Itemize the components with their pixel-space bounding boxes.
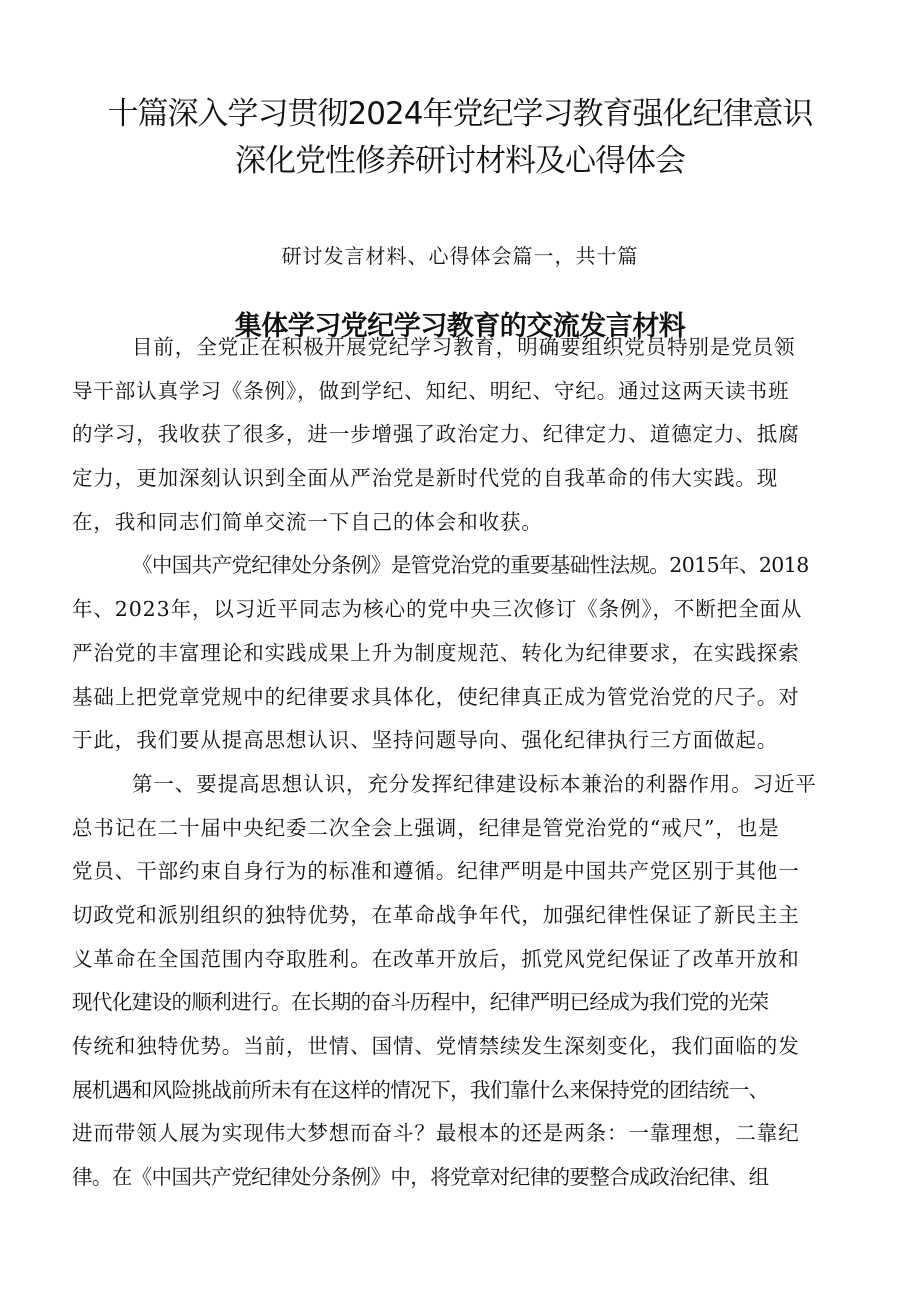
text-line: 义革命在全国范围内夺取胜利。在改革开放后，抓党风党纪保证了改革开放和	[72, 946, 800, 971]
body-text	[72, 326, 862, 1200]
text-line: 的学习，我收获了很多，进一步增强了政治定力、纪律定力、道德定力、抵腐	[72, 422, 800, 447]
text-line: 年、2023年，以习近平同志为核心的党中央三次修订《条例》，不断把全面从	[72, 597, 803, 622]
text-line: 基础上把党章党规中的纪律要求具体化，使纪律真正成为管党治党的尺子。对	[72, 684, 800, 709]
text-line: 切政党和派别组织的独特优势，在革命战争年代，加强纪律性保证了新民主主	[72, 902, 800, 927]
text-line: 进而带领人展为实现伟大梦想而奋斗？最根本的还是两条：一靠理想，二靠纪	[72, 1121, 800, 1146]
text-line: 在，我和同志们简单交流一下自己的体会和收获。	[72, 509, 543, 534]
document-subtitle: 研讨发言材料、心得体会篇一，共十篇	[281, 244, 639, 268]
text-line: 目前，全党正在积极开展党纪学习教育，明确要组织党员特别是党员领	[132, 335, 796, 359]
text-line: 律。在《中国共产党纪律处分条例》中，将党章对纪律的要整合成政治纪律、组	[72, 1165, 769, 1190]
text-line: 展机遇和风险挑战前所未有在这样的情况下，我们靠什么来保持党的团结统一、	[72, 1077, 769, 1102]
text-line: 严治党的丰富理论和实践成果上升为制度规范、转化为纪律要求，在实践探索	[72, 640, 800, 665]
section-title: 集体学习党纪学习教育的交流发言材料	[234, 311, 686, 343]
text-line: 第一、要提高思想认识，充分发挥纪律建设标本兼治的利器作用。习近平	[132, 771, 817, 796]
text-line: 传统和独特优势。当前，世情、国情、党情禁续发生深刻变化，我们面临的发	[72, 1034, 800, 1058]
text-line: 定力，更加深刻认识到全面从严治党是新时代党的自我革命的伟大实践。现	[72, 466, 779, 491]
text-line: 现代化建设的顺利进行。在长期的奋斗历程中，纪律严明已经成为我们党的光荣	[72, 990, 769, 1015]
text-line: 《中国共产党纪律处分条例》是管党治党的重要基础性法规。2015年、2018	[132, 553, 809, 578]
document-title-line-2: 深化党性修养研讨材料及心得体会	[235, 143, 685, 179]
document-title-line-1: 十篇深入学习贯彻2024年党纪学习教育强化纪律意识	[107, 96, 813, 132]
text-line: 于此，我们要从提高思想认识、坚持问题导向、强化纪律执行三方面做起。	[72, 728, 779, 753]
text-line: 党员、干部约束自身行为的标准和遵循。纪律严明是中国共产党区别于其他一	[72, 859, 800, 884]
text-line: 总书记在二十届中央纪委二次全会上强调，纪律是管党治党的“戒尺”，也是	[72, 815, 780, 840]
text-line: 导干部认真学习《条例》，做到学纪、知纪、明纪、守纪。通过这两天读书班	[72, 378, 790, 403]
